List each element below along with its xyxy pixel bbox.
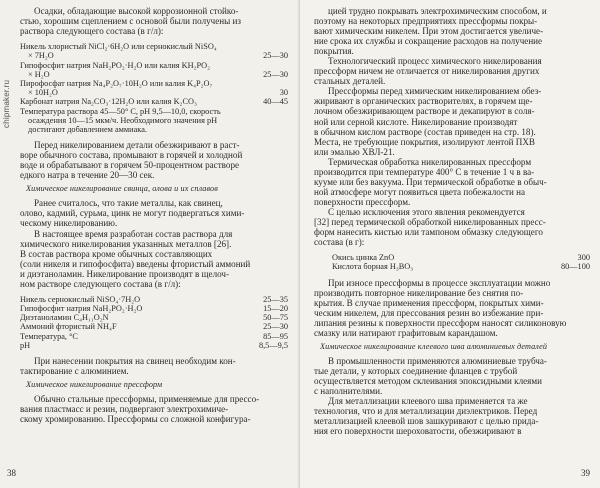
right-page	[300, 0, 600, 488]
recipe-row	[20, 341, 288, 350]
text-line: металлизацией клеевой шов зашкуривают с целью прида-	[314, 416, 539, 427]
text-line: поверхности прессформ.	[314, 196, 411, 207]
left-recipe-1	[20, 42, 288, 134]
text-line: При нанесении покрытия на свинец необходим кон-	[34, 356, 236, 366]
recipe-amount	[244, 42, 288, 51]
text-line: раствора следующего состава (в г/л):	[20, 26, 164, 37]
text-line: воде и обрабатывают в горячем 50-процентном растворе	[20, 160, 240, 171]
text-line: [32] перед термической обработкой никелированных пресс-	[314, 216, 546, 227]
recipe-amount	[244, 61, 288, 70]
right-para-8	[314, 396, 590, 436]
text-line: состава (в г):	[314, 237, 365, 248]
recipe-component: Никель сернокислый NiSO₄·7H₂O	[20, 294, 141, 304]
text-line: едкого натра в течение 20—30 сек.	[20, 170, 155, 181]
recipe-row	[20, 70, 288, 79]
text-line: В настоящее время разработан состав раствора для	[34, 228, 233, 239]
recipe-amount	[244, 116, 288, 125]
text-line: скому хромированию. Прессформы со сложной конфигура-	[20, 414, 251, 425]
recipe-component: Диэтаноламин C₄H₁₁O₂N	[20, 313, 109, 323]
right-para-3	[314, 86, 590, 156]
right-para-7	[314, 356, 590, 396]
text-line: Осадки, обладающие высокой коррозионной стойко-	[34, 6, 239, 16]
text-line: тактирование с алюминием.	[20, 366, 129, 377]
text-line: тые детали, у которых соединение фланцев с трубой	[314, 365, 518, 376]
text-line: воре обычного состава, промывают в горячей и холодной	[20, 150, 243, 161]
recipe-component: Температура раствора 45—50° С, рН 9,5—10,0, скорость	[20, 106, 221, 116]
text-line: стальных деталей.	[314, 76, 386, 87]
recipe-amount	[244, 79, 288, 88]
right-recipe	[314, 253, 590, 271]
recipe-amount: 40—45	[263, 97, 288, 107]
recipe-amount: 85—95	[263, 331, 288, 341]
recipe-row	[20, 125, 288, 134]
recipe-amount: 50—75	[263, 313, 288, 323]
right-para-6	[314, 278, 590, 338]
text-line: вания пластмасс и резин, подвергают электрохимиче-	[20, 404, 229, 415]
recipe-component: × 10H₂O	[28, 88, 58, 98]
recipe-component: Окись цинка ZnO	[332, 253, 395, 263]
text-line: осуществляется методом склеивания эпоксидными клеями	[314, 375, 542, 386]
recipe-component: × H₂O	[28, 69, 50, 79]
recipe-row	[20, 42, 288, 51]
left-heading-1: Химическое никелирование свинца, олова и их сплавов	[26, 184, 218, 194]
recipe-row	[20, 61, 288, 70]
right-heading: Химическое никелирование клеевого шва алюминиевых деталей	[320, 341, 548, 351]
recipe-amount: 80—100	[560, 262, 590, 272]
text-line: технология, что и для металлизации диэлектриков. Перед	[314, 406, 538, 417]
left-para-2	[20, 140, 288, 180]
text-line: цией трудно покрывать электрохимическим способом, и	[328, 6, 547, 16]
recipe-row	[20, 51, 288, 60]
recipe-amount: 25—30	[263, 69, 288, 79]
recipe-row	[20, 322, 288, 331]
recipe-amount	[244, 107, 288, 116]
right-page-number: 39	[581, 468, 590, 478]
text-line: Термическая обработка никелированных прессформ	[328, 156, 532, 167]
recipe-amount	[244, 125, 288, 134]
text-line: ческому никелированию.	[20, 218, 118, 229]
recipe-component: Гипофосфит натрия NaH₂PO₂·H₂O	[20, 303, 143, 313]
recipe-component: Кислота борная H₃BO₃	[332, 262, 414, 272]
recipe-component: Никель хлористый NiCl₂·6H₂O или сернокислый NiSO₄	[20, 42, 217, 52]
recipe-component: осаждения 10—15 мкм/ч. Необходимого значения рН	[28, 115, 218, 125]
text-line: Обычно стальные прессформы, применяемые для прессо-	[34, 394, 260, 405]
recipe-component: Температура, °С	[20, 331, 78, 341]
left-para-1	[20, 6, 288, 36]
text-line: и диэтаноламин. Никелирование производят в щелоч-	[20, 268, 230, 279]
left-column	[20, 6, 288, 424]
recipe-row	[20, 97, 288, 106]
text-line: смазку или натирают графитовым карандашом.	[314, 327, 498, 338]
text-line: В промышленности применяются алюминиевые трубча-	[328, 355, 547, 366]
text-line: покрытия.	[314, 46, 354, 57]
right-para-2	[314, 56, 590, 86]
text-line: (соли никеля и гипофосфита) введены фтористый аммоний	[20, 258, 251, 269]
watermark: chipmaker.ru	[2, 79, 11, 128]
text-line: ния его поверхности шероховатости, обезжиривают в	[314, 426, 522, 437]
text-line: Для металлизации клеевого шва применяется та же	[328, 396, 528, 406]
recipe-row	[20, 88, 288, 97]
recipe-amount: 300	[577, 253, 590, 263]
recipe-component: Аммоний фтористый NH₄F	[20, 322, 117, 332]
text-line: С целью исключения этого явления рекомендуется	[328, 206, 525, 217]
text-line: ной или серной кислоте. Никелирование производят	[314, 116, 518, 127]
text-line: в обычном кислом растворе (состав приведен на стр. 18).	[314, 126, 536, 137]
recipe-row	[20, 295, 288, 304]
text-line: При износе прессформы в процессе эксплуатации можно	[328, 277, 551, 288]
recipe-amount: 8,5—9,5	[258, 340, 288, 350]
recipe-row	[20, 304, 288, 313]
recipe-component: Гипофосфит натрия NaH₂PO₂·H₂O или калия KH₂PO₂	[20, 60, 211, 70]
recipe-row	[20, 313, 288, 322]
text-line: производится при температуре 400° С в течение 1 ч в ва-	[314, 166, 535, 177]
left-page-number: 38	[7, 468, 16, 478]
left-para-4	[20, 229, 288, 289]
left-heading-2: Химическое никелирование прессформ	[26, 380, 163, 390]
recipe-component: Карбонат натрия Na₂CO₃·12H₂O или калия K₂CO₃	[20, 97, 197, 107]
text-line: крытия. В случае применения прессформ, покрытых хими-	[314, 297, 544, 308]
left-recipe-2	[20, 295, 288, 350]
text-line: Прессформы перед химическим никелированием обез-	[328, 86, 542, 97]
text-line: олово, кадмий, сурьма, цинк не могут подвергаться хими-	[20, 208, 245, 219]
text-line: стью, хорошим сцеплением с основой были получены из	[20, 16, 241, 27]
recipe-row	[20, 332, 288, 341]
text-line: с наполнителями.	[314, 385, 383, 396]
right-para-5	[314, 207, 590, 247]
text-line: ческим никелем, для прессования резин во избежание при-	[314, 307, 544, 318]
recipe-component: pH	[20, 340, 31, 350]
text-line: форм нанесить кистью или тампоном обмазку следующего	[314, 227, 543, 238]
text-line: липания резины к поверхности прессформ наносят силиконовую	[314, 317, 567, 328]
text-line: Ранее считалось, что такие металлы, как свинец,	[34, 198, 223, 209]
text-line: вают химическим никелем. При этом достигается увеличе-	[314, 26, 544, 37]
text-line: Перед никелированием детали обезжиривают в раст-	[34, 140, 240, 151]
recipe-amount: 25—30	[263, 51, 288, 61]
text-line: поэтому на некоторых предприятиях прессформы покры-	[314, 16, 538, 27]
recipe-amount: 15—20	[263, 303, 288, 313]
left-para-3	[20, 198, 288, 228]
recipe-component: × 7H₂O	[28, 51, 54, 61]
recipe-row	[20, 79, 288, 88]
recipe-amount: 25—35	[263, 294, 288, 304]
text-line: ние срока их службы и сокращение расходов на получение	[314, 36, 543, 47]
text-line: жиривают в органических растворителях, в горячем ще-	[314, 96, 533, 107]
left-para-6	[20, 394, 288, 424]
text-line: ном растворе следующего состава (в г/л):	[20, 278, 181, 289]
recipe-row	[20, 107, 288, 116]
text-line: ной атмосфере могут появиться цвета побежалости на	[314, 186, 526, 197]
recipe-amount: 30	[279, 88, 288, 98]
right-para-4	[314, 157, 590, 207]
right-column	[314, 6, 590, 436]
recipe-component: Пирофосфат натрия Na₄P₂O₇·10H₂O или калия K₄P₂O₇	[20, 78, 213, 88]
text-line: производить повторное никелирование без снятия по-	[314, 287, 524, 298]
text-line: прессформ ничем не отличается от никелирования других	[314, 66, 540, 77]
text-line: В состав раствора кроме обычных составляющих	[20, 248, 213, 259]
text-line: или эмалью ХВЛ-21.	[314, 146, 395, 157]
recipe-row	[332, 253, 590, 262]
text-line: Технологический процесс химического никелирования	[328, 56, 542, 67]
text-line: лочном обезжиривающем растворе и декапируют в соля-	[314, 106, 535, 117]
recipe-row	[332, 262, 590, 271]
left-para-5	[20, 356, 288, 376]
text-line: химического никелирования указанных металлов [26].	[20, 238, 232, 249]
text-line: кууме или без вакуума. При термической обработке в обыч-	[314, 176, 547, 187]
text-line: Места, не требующие покрытия, изолируют лентой ПХВ	[314, 136, 535, 147]
recipe-amount: 25—30	[263, 322, 288, 332]
right-para-1	[314, 6, 590, 56]
recipe-component: достигают добавлением аммиака.	[28, 124, 147, 134]
recipe-row	[20, 116, 288, 125]
